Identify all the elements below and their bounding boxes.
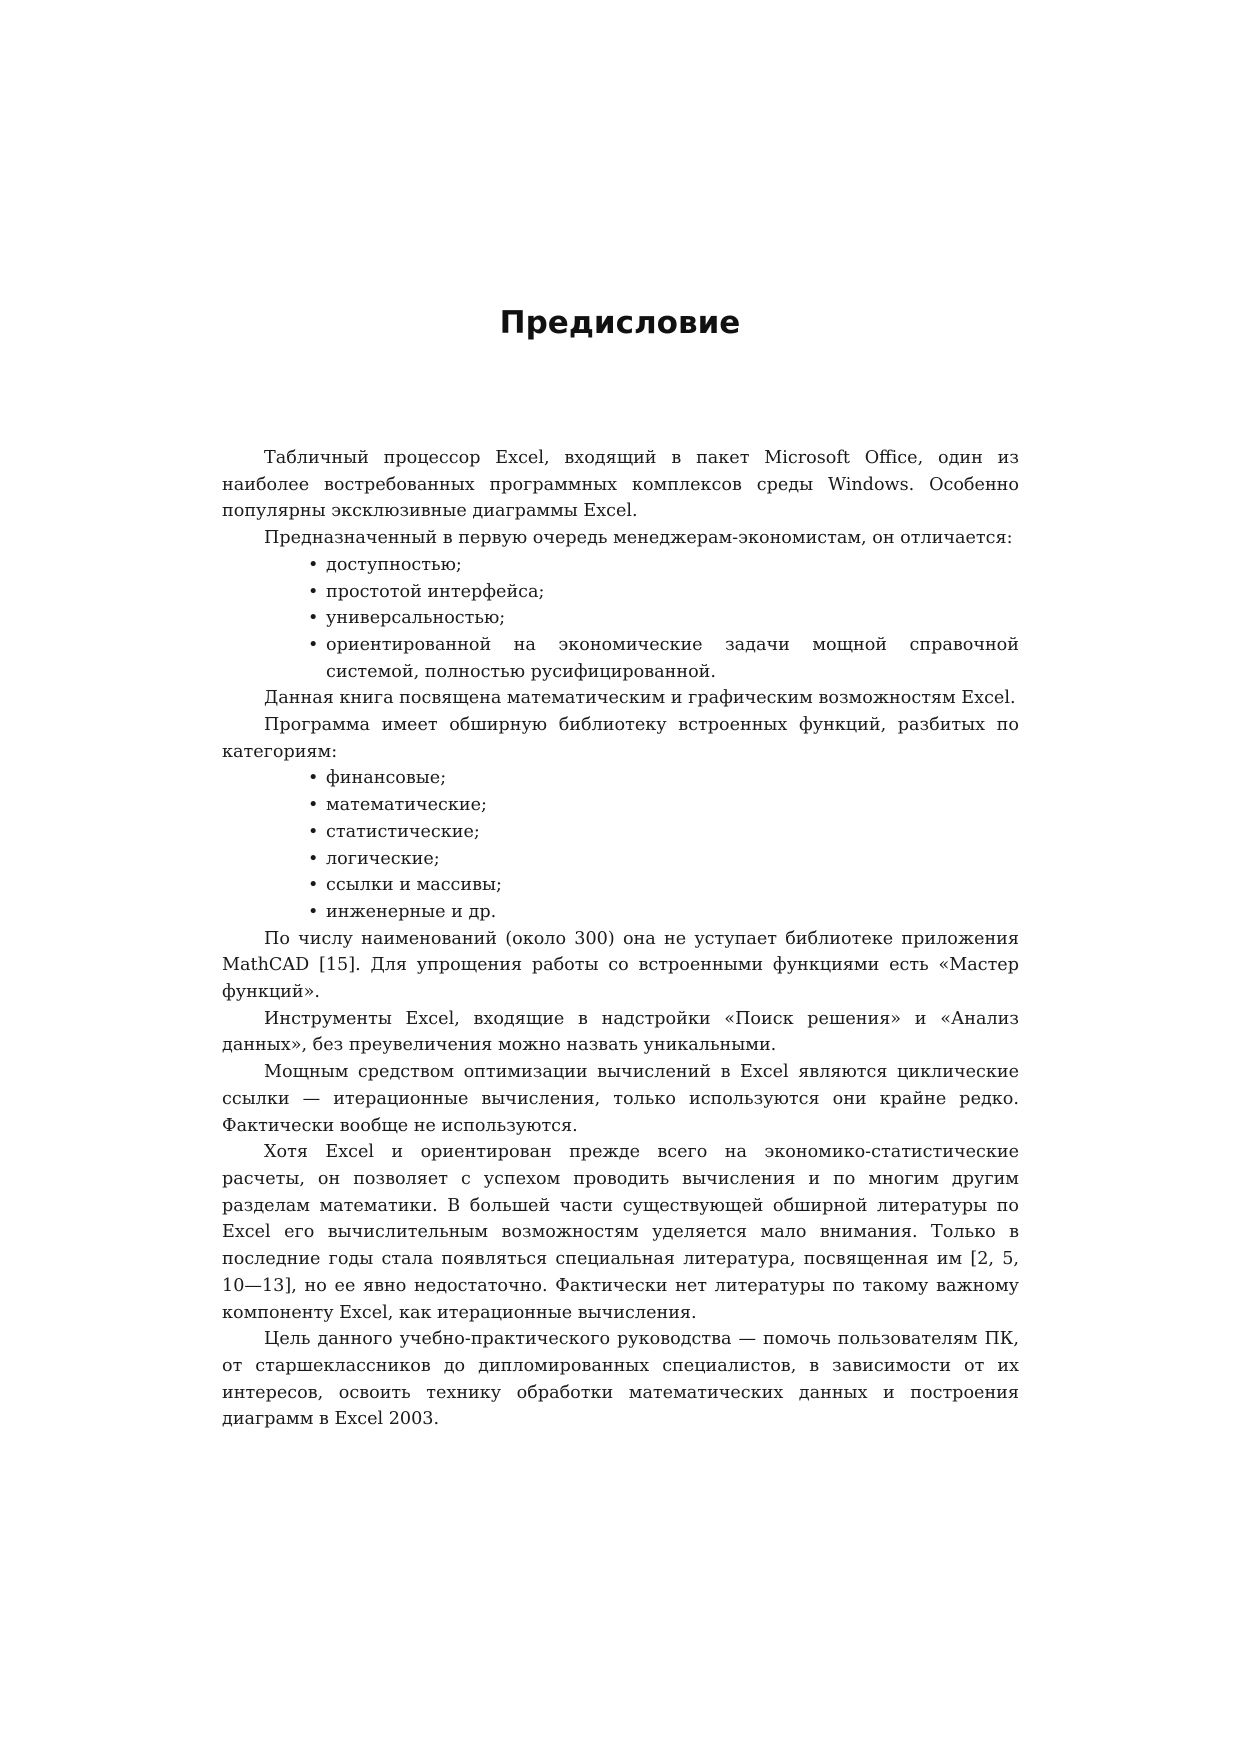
- paragraph: Мощным средством оптимизации вычислений в Excel являются циклические ссылки — итерационные вычисления, только используются они крайне редко. Фактически вообще не используются.: [222, 1062, 1019, 1136]
- bullet-icon: •: [308, 875, 319, 896]
- list-item: • доступностью;: [306, 552, 1019, 579]
- features-list: [222, 552, 1019, 686]
- paragraph: Инструменты Excel, входящие в надстройки «Поиск решения» и «Анализ данных», без преувеличения можно назвать уникальными.: [222, 1008, 1019, 1056]
- list-item: • финансовые;: [306, 765, 1019, 792]
- list-item: • логические;: [306, 846, 1019, 873]
- paragraph: Хотя Excel и ориентирован прежде всего на экономико-статистические расчеты, он позволяет с успехом проводить вычисления и по многим другим разделам математики. В большей части существующей обширной литературы по Excel его вычислительным возможностям уделяется мало внимания. Только в последние годы стала появляться специальная литература, посвященная им [2, 5, 10—13], но ее явно недостаточно. Фактически нет литературы по такому важному компоненту Excel, как итерационные вычисления.: [222, 1142, 1019, 1323]
- bullet-icon: •: [308, 795, 319, 816]
- paragraph: Данная книга посвящена математическим и графическим возможностям Excel.: [264, 688, 1016, 709]
- list-item: • простотой интерфейса;: [306, 579, 1019, 606]
- page-title: Предисловие: [499, 305, 741, 341]
- bullet-icon: •: [308, 634, 319, 655]
- bullet-icon: •: [308, 581, 319, 602]
- bullet-icon: •: [308, 554, 319, 575]
- preface-body: [222, 445, 1019, 1433]
- paragraph: Табличный процессор Excel, входящий в пакет Microsoft Office, один из наиболее востребованных программных комплексов среды Windows. Особенно популярны эксклюзивные диаграммы Excel.: [222, 448, 1019, 522]
- list-item: • ссылки и массивы;: [306, 872, 1019, 899]
- list-item: • универсальностью;: [306, 605, 1019, 632]
- paragraph: По числу наименований (около 300) она не уступает библиотеке приложения MathCAD [15]. Для упрощения работы со встроенными функциями есть «Мастер функций».: [222, 928, 1019, 1003]
- list-item: • математические;: [306, 792, 1019, 819]
- bullet-icon: •: [308, 821, 319, 842]
- list-item: • инженерные и др.: [306, 899, 1019, 926]
- bullet-icon: •: [308, 768, 319, 789]
- paragraph: Программа имеет обширную библиотеку встроенных функций, разбитых по категориям:: [222, 715, 1019, 762]
- paragraph: Цель данного учебно-практического руководства — помочь пользователям ПК, от старшеклассников до дипломированных специалистов, в зависимости от их интересов, освоить технику обработки математических данных и построения диаграмм в Excel 2003.: [222, 1329, 1019, 1430]
- list-item: • статистические;: [306, 819, 1019, 846]
- paragraph: Предназначенный в первую очередь менеджерам-экономистам, он отличается:: [264, 528, 1013, 549]
- bullet-icon: •: [308, 901, 319, 922]
- list-item: • ориентированной на экономические задачи мощной справочной системой, полностью русифицированной.: [306, 632, 1019, 685]
- bullet-icon: •: [308, 848, 319, 869]
- bullet-icon: •: [308, 608, 319, 629]
- categories-list: [222, 765, 1019, 925]
